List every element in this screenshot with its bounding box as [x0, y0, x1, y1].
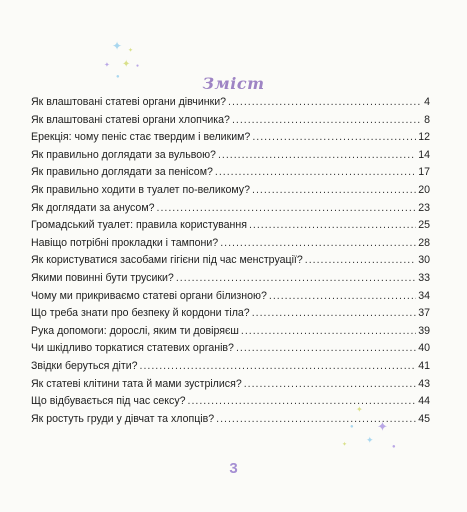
toc-leader-dots: [157, 202, 417, 214]
star-icon: ●: [116, 74, 120, 80]
toc-leader-dots: [232, 114, 422, 126]
toc-entry-title: Як правильно доглядати за вульвою?: [31, 148, 216, 161]
toc-entry-page: 45: [418, 412, 430, 425]
toc-entry-page: 43: [418, 377, 430, 390]
toc-leader-dots: [228, 96, 422, 108]
star-icon: ●: [350, 424, 354, 430]
toc-entry[interactable]: [31, 149, 430, 167]
page-number: 3: [229, 460, 238, 477]
star-icon: ✦: [377, 419, 388, 434]
toc-entry-page: 8: [424, 113, 430, 126]
toc-entry-title: Як правильно доглядати за пенісом?: [31, 166, 213, 179]
star-icon: ✦: [122, 59, 131, 70]
toc-entry-page: 12: [418, 131, 430, 144]
toc-entry-page: 25: [418, 219, 430, 232]
toc-leader-dots: [236, 342, 416, 354]
toc-entry-title: Чи шкідливо торкатися статевих органів?: [31, 342, 234, 355]
star-icon: ✦: [366, 435, 374, 445]
toc-leader-dots: [305, 254, 416, 266]
toc-leader-dots: [140, 360, 417, 372]
toc-entry[interactable]: [31, 166, 430, 184]
toc-entry-title: Як правильно ходити в туалет по-великому?: [31, 183, 250, 196]
toc-entry-page: 17: [418, 166, 430, 179]
toc-entry-page: 14: [418, 148, 430, 161]
toc-entry[interactable]: [31, 237, 430, 255]
star-icon: ●: [392, 444, 396, 450]
toc-entry[interactable]: [31, 290, 430, 308]
toc-entry[interactable]: [31, 114, 430, 132]
toc-entry-page: 44: [418, 395, 430, 408]
toc-entry[interactable]: [31, 342, 430, 360]
toc-entry-title: Рука допомоги: дорослі, яким ти довіряєш: [31, 324, 239, 337]
toc-entry-page: 20: [418, 183, 430, 196]
toc-entry-title: Громадський туалет: правила користування: [31, 219, 247, 232]
toc-entry[interactable]: [31, 378, 430, 396]
toc-leader-dots: [188, 395, 417, 407]
toc-entry-title: Як статеві клітини тата й мами зустрілися?: [31, 377, 242, 390]
toc-entry-page: 41: [418, 359, 430, 372]
toc-leader-dots: [269, 290, 416, 302]
toc-entry-page: 33: [418, 271, 430, 284]
toc-entry-title: Як користуватися засобами гігієни під час менструації?: [31, 254, 303, 267]
toc-leader-dots: [249, 219, 416, 231]
toc-entry-page: 34: [418, 289, 430, 302]
toc-entry-page: 23: [418, 201, 430, 214]
toc-entry[interactable]: [31, 412, 430, 434]
toc-entry[interactable]: [31, 202, 430, 220]
toc-entry-title: Звідки беруться діти?: [31, 359, 138, 372]
toc-leader-dots: [220, 237, 416, 249]
toc-entry-title: Навіщо потрібні прокладки і тампони?: [31, 236, 219, 249]
toc-leader-dots: [215, 166, 416, 178]
toc-entry-title: Ерекція: чому пеніс стає твердим і великим?: [31, 131, 251, 144]
star-icon: ●: [136, 63, 140, 69]
toc-entry[interactable]: [31, 254, 430, 272]
toc-entry-title: Як влаштовані статеві органи хлопчика?: [31, 113, 230, 126]
star-icon: ✦: [356, 405, 363, 414]
toc-leader-dots: [252, 184, 416, 196]
toc-leader-dots: [176, 272, 416, 284]
toc-entry[interactable]: [31, 184, 430, 202]
star-icon: ✦: [104, 62, 110, 69]
toc-entry-title: Що треба знати про безпеку й кордони тіла?: [31, 307, 250, 320]
toc-entry[interactable]: [31, 219, 430, 237]
toc-entry-page: 37: [418, 307, 430, 320]
toc-leader-dots: [218, 149, 416, 161]
toc-entry-title: Що відбувається під час сексу?: [31, 395, 186, 408]
toc-entry[interactable]: [31, 96, 430, 114]
toc-entry[interactable]: [31, 395, 430, 413]
toc-entry-page: 4: [424, 96, 430, 108]
toc-entry-title: Чому ми прикриваємо статеві органи білизною?: [31, 289, 267, 302]
toc-entry[interactable]: [31, 131, 430, 149]
toc-entry-title: Як влаштовані статеві органи дівчинки?: [31, 96, 227, 108]
toc-entry[interactable]: [31, 360, 430, 378]
toc-leader-dots: [241, 325, 416, 337]
toc-leader-dots: [252, 307, 417, 319]
page-title: Зміст: [202, 74, 265, 93]
star-icon: ✦: [128, 48, 134, 54]
star-icon: ✦: [342, 442, 348, 448]
toc-entry-page: 40: [418, 342, 430, 355]
star-icon: ✦: [112, 39, 123, 53]
toc-entry[interactable]: [31, 307, 430, 325]
toc-leader-dots: [244, 378, 416, 390]
toc-entry-page: 28: [418, 236, 430, 249]
table-of-contents: [31, 96, 430, 430]
toc-entry-title: Як ростуть груди у дівчат та хлопців?: [31, 412, 215, 425]
toc-entry-title: Якими повинні бути трусики?: [31, 271, 174, 284]
toc-entry[interactable]: [31, 272, 430, 290]
toc-leader-dots: [216, 413, 416, 425]
toc-entry-page: 39: [418, 324, 430, 337]
toc-entry-title: Як доглядати за анусом?: [31, 201, 155, 214]
toc-leader-dots: [252, 131, 416, 143]
toc-entry-page: 30: [418, 254, 430, 267]
toc-entry[interactable]: [31, 325, 430, 343]
